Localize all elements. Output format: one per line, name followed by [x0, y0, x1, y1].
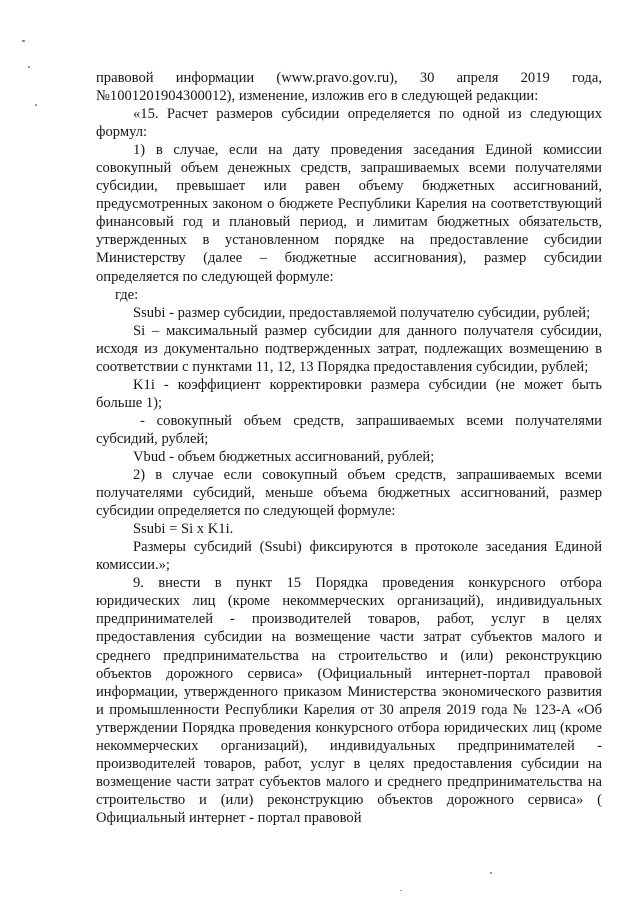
paragraph-item-15: «15. Расчет размеров субсидии определяется по одной из следующих формул: — [96, 106, 602, 141]
paragraph-item-9: 9. внести в пункт 15 Порядка проведения конкурсного отбора юридических лиц (кроме некоммерческих организаций), индивидуальных предпринимателей - производителей товаров, работ, услуг в целях предоставления субсидии на возмещение части затрат субъектов малого и среднего предпринимательства на строительство и (или) реконструкцию объектов дорожного сервиса» (Официальный интернет-портал правовой информации, утвержденного приказом Министерства экономического развития и промышленности Республики Карелия от 30 апреля 2019 года № 123-А «Об утверждении Порядка проведения конкурсного отбора юридических лиц (кроме некоммерческих организаций), индивидуальных предпринимателей - производителей товаров, работ, услуг в целях предоставления субсидии на возмещение части затрат субъектов малого и среднего предпринимательства на строительство и (или) реконструкцию объектов дорожного сервиса» ( Официальный интернет - портал правовой — [96, 575, 602, 826]
paragraph-where: где: — [115, 286, 139, 303]
paragraph-def-k1i: K1i - коэффициент корректировки размера субсидии (не может быть больше 1); — [96, 376, 602, 411]
document-page — [96, 69, 602, 827]
paragraph-def-total: - совокупный объем средств, запрашиваемых всеми получателями субсидий, рублей; — [96, 412, 602, 447]
paragraph-def-si: Si – максимальный размер субсидии для данного получателя субсидии, исходя из документально подтвержденных затрат, подлежащих возмещению в соответствии с пунктами 11, 12, 13 Порядка предоставления субсидии, рублей; — [96, 322, 602, 375]
paragraph-intro: правовой информации (www.pravo.gov.ru), 30 апреля 2019 года, №1001201904300012), изменение, изложив его в следующей редакции: — [96, 70, 602, 105]
paragraph-case-1: 1) в случае, если на дату проведения заседания Единой комиссии совокупный объем денежных средств, запрашиваемых всеми получателями субсидии, превышает или равен объему бюджетных ассигнований, предусмотренных законом о бюджете Республики Карелия на соответствующий финансовый год и плановый период, и лимитам бюджетных обязательств, утвержденных в установленном порядке на предоставление субсидии Министерству (далее – бюджетные ассигнования), размер субсидии определяется по следующей формуле: — [96, 142, 602, 285]
scan-speck — [28, 66, 30, 68]
scan-speck — [490, 872, 492, 874]
paragraph-case-2: 2) в случае если совокупный объем средств, запрашиваемых всеми получателями субсидий, меньше объема бюджетных ассигнований, размер субсидии определяется по следующей формуле: — [96, 467, 602, 520]
scan-speck — [22, 40, 25, 42]
paragraph-protocol: Размеры субсидий (Ssubi) фиксируются в протоколе заседания Единой комиссии.»; — [96, 539, 602, 574]
paragraph-def-vbud: Vbud - объем бюджетных ассигнований, рублей; — [133, 448, 435, 465]
scan-speck — [400, 890, 402, 891]
paragraph-def-ssubi: Ssubi - размер субсидии, предоставляемой получателю субсидии, рублей; — [133, 304, 591, 321]
paragraph-formula: Ssubi = Si x K1i. — [133, 521, 234, 538]
scan-speck — [35, 104, 37, 106]
